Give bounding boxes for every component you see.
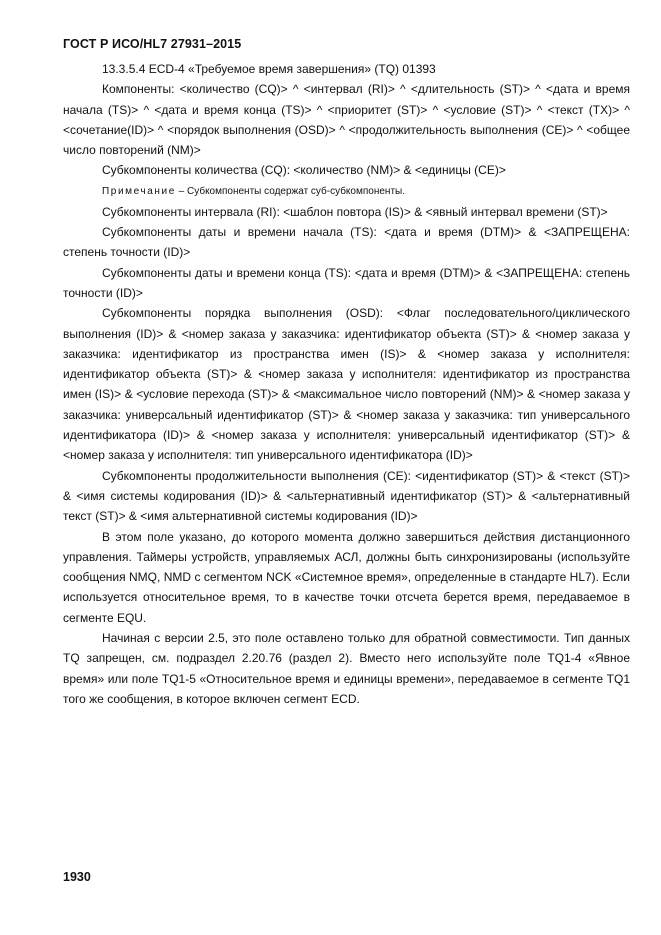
paragraph-ce-subcomponents: Субкомпоненты продолжительности выполнения (CE): <идентификатор (ST)> & <текст (ST)> & <имя системы кодирования (ID)> & <альтернативный идентификатор (ST)> & <альтернативный текст (ST)> & <имя альтернативной системы кодирования (ID)> — [63, 468, 630, 524]
paragraph-osd-subcomponents: Субкомпоненты порядка выполнения (OSD): <Флаг последовательного/циклического выполнения (ID)> & <номер заказа у заказчика: идентификатор объекта (ST)> & <номер заказа у заказчика: идентификатор из пространства имен (IS)> & <номер заказа у исполнителя: идентификатор объекта (ST)> & <номер заказа у исполнителя: идентификатор из пространства имен (IS)> & <условие перехода (ST)> & <максимальное число повторений (NM)> & <номер заказа у заказчика: универсальный идентификатор (ST)> & <номер заказа у заказчика: тип универсального идентификатора (ID)> & <номер заказа у исполнителя: универсальный идентификатор (ST)> & <номер заказа у исполнителя: тип универсального идентификатора (ID)> — [63, 306, 630, 463]
page-number: 1930 — [63, 870, 91, 884]
paragraph-components: Компоненты: <количество (CQ)> ^ <интервал (RI)> ^ <длительность (ST)> ^ <дата и время начала (TS)> ^ <дата и время конца (TS)> ^ <приоритет (ST)> ^ <условие (ST)> ^ <текст (TX)> ^ <сочетание(ID)> ^ <порядок выполнения (OSD)> ^ <продолжительность выполнения (CE)> ^ <общее число повторений (NM)> — [63, 82, 630, 158]
note-text: – Субкомпоненты содержат суб-субкомпоненты. — [175, 185, 405, 197]
paragraph-end-ts-subcomponents: Субкомпоненты даты и времени конца (TS): <дата и время (DTM)> & <ЗАПРЕЩЕНА: степень точности (ID)> — [63, 265, 630, 300]
section-heading: 13.3.5.4 ECD-4 «Требуемое время завершения» (TQ) 01393 — [102, 62, 436, 76]
paragraph-compatibility-note: Начиная с версии 2.5, это поле оставлено только для обратной совместимости. Тип данных TQ запрещен, см. подраздел 2.20.76 (раздел 2). Вместо него используйте поле TQ1-4 «Явное время» или поле TQ1-5 «Относительное время и единицы времени», передаваемое в сегменте TQ1 того же сообщения, в которое включен сегмент ECD. — [63, 631, 630, 706]
note — [63, 181, 630, 202]
paragraph-cq-subcomponents: Субкомпоненты количества (CQ): <количество (NM)> & <единицы (CE)> — [102, 163, 506, 178]
paragraph-start-ts-subcomponents: Субкомпоненты даты и времени начала (TS): <дата и время (DTM)> & <ЗАПРЕЩЕНА: степень точности (ID)> — [63, 225, 630, 260]
standard-header: ГОСТ Р ИСО/HL7 27931–2015 — [63, 37, 242, 51]
note-label: Примечание — [102, 185, 176, 197]
document-body — [63, 59, 630, 709]
paragraph-ri-subcomponents: Субкомпоненты интервала (RI): <шаблон повтора (IS)> & <явный интервал времени (ST)> — [102, 204, 608, 219]
paragraph-field-description: В этом поле указано, до которого момента должно завершиться действия дистанционного управления. Таймеры устройств, управляемых АСЛ, должны быть синхронизированы (используйте сообщения NMQ, NMD с сегментом NCK «Системное время», определенные в стандарте HL7). Если используется относительное время, то в качестве точки отсчета берется время, передаваемое в сегменте EQU. — [63, 529, 630, 625]
